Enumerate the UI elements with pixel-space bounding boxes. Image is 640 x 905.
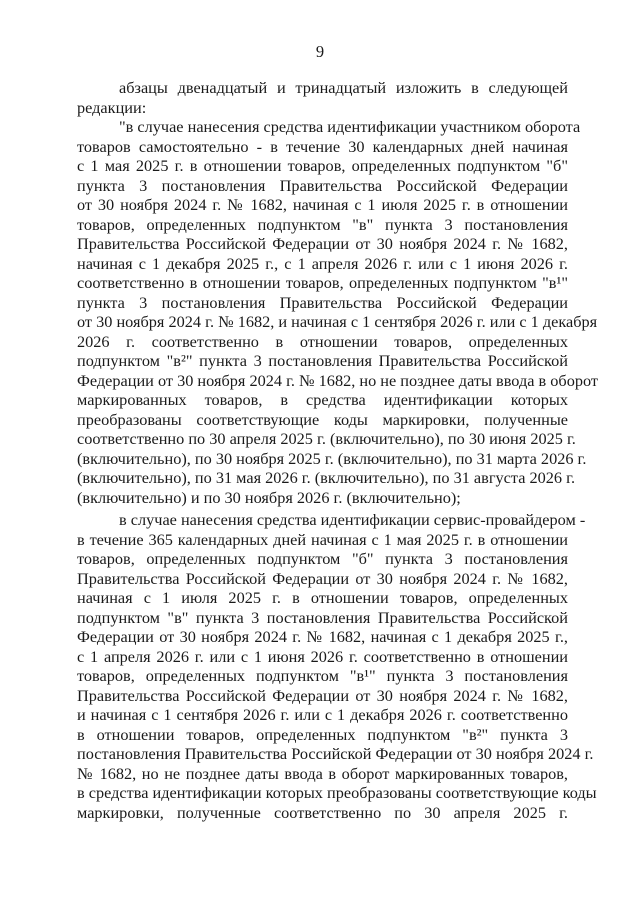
- text-line: с 1 мая 2025 г. в отношении товаров, определенных подпунктом "б": [77, 156, 568, 175]
- text-line: товаров, определенных подпунктом "в" пункта 3 постановления: [77, 214, 568, 234]
- text-line: пункта 3 постановления Правительства Российской Федерации: [77, 292, 568, 312]
- text-line: постановления Правительства Российской Федерации от 30 ноября 2024 г.: [77, 744, 594, 763]
- text-line: "в случае нанесения средства идентификации участником оборота: [119, 117, 581, 136]
- text-line: в случае нанесения средства идентификации сервис-провайдером -: [119, 510, 586, 529]
- text-line: в средства идентификации которых преобразованы соответствующие коды: [77, 783, 597, 802]
- text-line: подпунктом "в²" пункта 3 постановления Правительства Российской: [77, 351, 568, 370]
- document-body: [77, 78, 599, 822]
- text-line: редакции:: [77, 97, 147, 117]
- text-line: в течение 365 календарных дней начиная с 1 мая 2025 г. в отношении: [77, 529, 568, 549]
- text-line: абзацы двенадцатый и тринадцатый изложить в следующей: [119, 78, 568, 97]
- text-line: и начиная с 1 сентября 2026 г. или с 1 декабря 2026 г. соответственно: [77, 705, 568, 724]
- text-line: с 1 апреля 2026 г. или с 1 июня 2026 г. соответственно в отношении: [77, 646, 568, 666]
- text-line: от 30 ноября 2024 г. № 1682, начиная с 1 июля 2025 г. в отношении: [77, 195, 568, 214]
- text-line: товаров, определенных подпунктом "б" пункта 3 постановления: [77, 549, 568, 568]
- text-line: преобразованы соответствующие коды маркировки, полученные: [77, 409, 568, 429]
- page-number: 9: [315, 42, 325, 61]
- text-line: соответственно в отношении товаров, определенных подпунктом "в¹": [77, 273, 568, 292]
- text-line: Правительства Российской Федерации от 30 ноября 2024 г. № 1682,: [77, 568, 568, 588]
- text-line: товаров, определенных подпунктом "в¹" пункта 3 постановления: [77, 666, 568, 685]
- text-line: Федерации от 30 ноября 2024 г. № 1682, начиная с 1 декабря 2025 г.,: [77, 627, 568, 646]
- text-line: Правительства Российской Федерации от 30 ноября 2024 г. № 1682,: [77, 234, 568, 253]
- text-line: подпунктом "в" пункта 3 постановления Правительства Российской: [77, 607, 568, 627]
- text-line: в отношении товаров, определенных подпунктом "в²" пункта 3: [77, 724, 568, 744]
- text-line: маркированных товаров, в средства идентификации которых: [77, 390, 568, 409]
- text-line: Федерации от 30 ноября 2024 г. № 1682, но не позднее даты ввода в оборот: [77, 370, 599, 390]
- text-line: начиная с 1 декабря 2025 г., с 1 апреля 2026 г. или с 1 июня 2026 г.: [77, 253, 568, 273]
- text-line: маркировки, полученные соответственно по 30 апреля 2025 г.: [77, 802, 568, 822]
- text-line: соответственно по 30 апреля 2025 г. (включительно), по 30 июня 2025 г.: [77, 429, 576, 448]
- text-line: (включительно), по 31 мая 2026 г. (включительно), по 31 августа 2026 г.: [77, 468, 576, 487]
- text-line: пункта 3 постановления Правительства Российской Федерации: [77, 175, 568, 195]
- text-line: № 1682, но не позднее даты ввода в оборот маркированных товаров,: [77, 763, 568, 783]
- text-line: начиная с 1 июля 2025 г. в отношении товаров, определенных: [77, 588, 568, 607]
- text-line: 2026 г. соответственно в отношении товаров, определенных: [77, 331, 568, 351]
- text-line: от 30 ноября 2024 г. № 1682, и начиная с 1 сентября 2026 г. или с 1 декабря: [77, 312, 598, 331]
- text-line: Правительства Российской Федерации от 30 ноября 2024 г. № 1682,: [77, 685, 568, 705]
- text-line: (включительно) и по 30 ноября 2026 г. (включительно);: [77, 487, 461, 507]
- text-line: товаров самостоятельно - в течение 30 календарных дней начиная: [77, 136, 568, 156]
- text-line: (включительно), по 30 ноября 2025 г. (включительно), по 31 марта 2026 г.: [77, 448, 587, 468]
